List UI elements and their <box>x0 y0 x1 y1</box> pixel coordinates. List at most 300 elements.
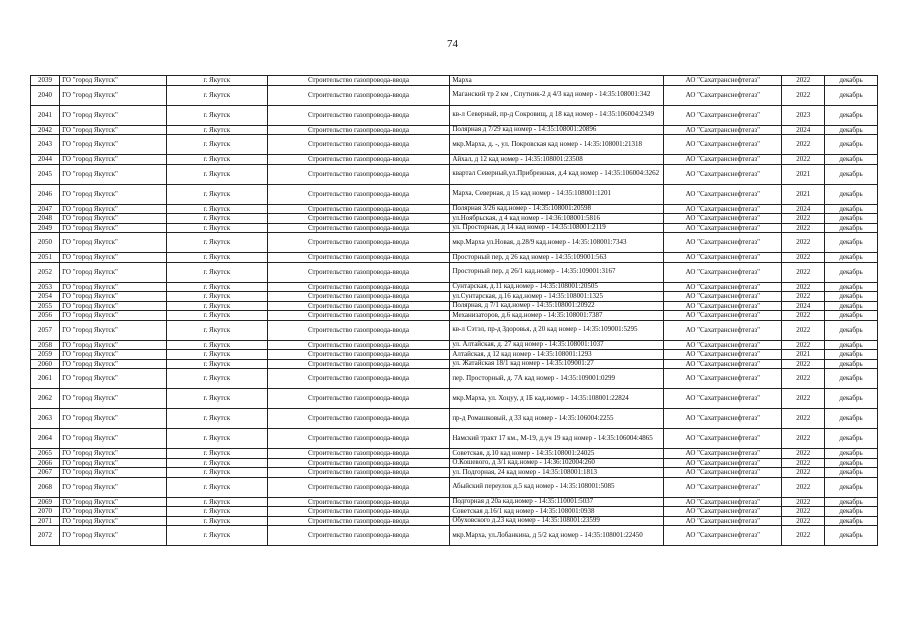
table-body <box>31 76 878 546</box>
organization-cell: АО "Сахатранснефтегаз" <box>664 85 782 105</box>
year-cell: 2021 <box>782 164 825 184</box>
table-row <box>31 125 878 135</box>
year-cell: 2022 <box>782 155 825 165</box>
year-cell: 2024 <box>782 204 825 214</box>
row-number-cell: 2062 <box>31 389 60 409</box>
municipality-cell: ГО "город Якутск" <box>60 409 167 429</box>
address-cell: кв-л Сэтэл, пр-д Здоровья, д 20 кад номер - 14:35:109001:5295 <box>450 320 664 340</box>
organization-cell: АО "Сахатранснефтегаз" <box>664 449 782 459</box>
year-cell: 2022 <box>782 85 825 105</box>
row-number-cell: 2039 <box>31 76 60 86</box>
address-cell: мкр.Марха, д. -, ул. Покровская кад номер - 14:35:108001:21318 <box>450 135 664 155</box>
row-number-cell: 2050 <box>31 233 60 253</box>
locality-cell: г. Якутск <box>166 233 267 253</box>
month-cell: декабрь <box>825 301 878 311</box>
row-number-cell: 2058 <box>31 340 60 350</box>
address-cell: Просторный пер, д 26/1 кад.номер - 14:35:109001:3167 <box>450 262 664 282</box>
organization-cell: АО "Сахатранснефтегаз" <box>664 516 782 526</box>
table-row <box>31 429 878 449</box>
organization-cell: АО "Сахатранснефтегаз" <box>664 429 782 449</box>
work-type-cell: Строительство газопровода-ввода <box>267 468 450 478</box>
month-cell: декабрь <box>825 449 878 459</box>
work-type-cell: Строительство газопровода-ввода <box>267 311 450 321</box>
municipality-cell: ГО "город Якутск" <box>60 449 167 459</box>
table-row <box>31 369 878 389</box>
address-cell: квартал Северный,ул.Прибрежная, д.4 кад номер - 14:35:106004:3262 <box>450 164 664 184</box>
address-cell: пер. Просторный, д. 7А кад номер - 14:35:109001:0299 <box>450 369 664 389</box>
year-cell: 2022 <box>782 311 825 321</box>
table-row <box>31 507 878 517</box>
locality-cell: г. Якутск <box>166 135 267 155</box>
work-type-cell: Строительство газопровода-ввода <box>267 516 450 526</box>
organization-cell: АО "Сахатранснефтегаз" <box>664 497 782 507</box>
organization-cell: АО "Сахатранснефтегаз" <box>664 164 782 184</box>
row-number-cell: 2060 <box>31 359 60 369</box>
organization-cell: АО "Сахатранснефтегаз" <box>664 292 782 302</box>
row-number-cell: 2068 <box>31 477 60 497</box>
municipality-cell: ГО "город Якутск" <box>60 340 167 350</box>
address-cell: Полярная 3/26 кад.номер - 14:35:108001:20598 <box>450 204 664 214</box>
month-cell: декабрь <box>825 125 878 135</box>
work-type-cell: Строительство газопровода-ввода <box>267 204 450 214</box>
row-number-cell: 2065 <box>31 449 60 459</box>
table-row <box>31 526 878 546</box>
locality-cell: г. Якутск <box>166 458 267 468</box>
work-type-cell: Строительство газопровода-ввода <box>267 320 450 340</box>
table-row <box>31 350 878 360</box>
work-type-cell: Строительство газопровода-ввода <box>267 340 450 350</box>
month-cell: декабрь <box>825 76 878 86</box>
municipality-cell: ГО "город Якутск" <box>60 214 167 224</box>
work-type-cell: Строительство газопровода-ввода <box>267 282 450 292</box>
address-cell: Айхал, д 12 кад номер - 14:35:108001:23508 <box>450 155 664 165</box>
address-cell: ул. Алтайская, д. 27 кад номер - 14:35:108001:1037 <box>450 340 664 350</box>
month-cell: декабрь <box>825 389 878 409</box>
work-type-cell: Строительство газопровода-ввода <box>267 262 450 282</box>
address-cell: Советская, д.10 кад номер - 14:35:108001:24025 <box>450 449 664 459</box>
registry-table <box>30 75 878 546</box>
municipality-cell: ГО "город Якутск" <box>60 164 167 184</box>
month-cell: декабрь <box>825 155 878 165</box>
work-type-cell: Строительство газопровода-ввода <box>267 497 450 507</box>
work-type-cell: Строительство газопровода-ввода <box>267 164 450 184</box>
organization-cell: АО "Сахатранснефтегаз" <box>664 320 782 340</box>
organization-cell: АО "Сахатранснефтегаз" <box>664 468 782 478</box>
month-cell: декабрь <box>825 369 878 389</box>
locality-cell: г. Якутск <box>166 282 267 292</box>
table-row <box>31 301 878 311</box>
month-cell: декабрь <box>825 497 878 507</box>
month-cell: декабрь <box>825 282 878 292</box>
month-cell: декабрь <box>825 184 878 204</box>
row-number-cell: 2053 <box>31 282 60 292</box>
work-type-cell: Строительство газопровода-ввода <box>267 389 450 409</box>
locality-cell: г. Якутск <box>166 85 267 105</box>
locality-cell: г. Якутск <box>166 155 267 165</box>
month-cell: декабрь <box>825 292 878 302</box>
municipality-cell: ГО "город Якутск" <box>60 204 167 214</box>
work-type-cell: Строительство газопровода-ввода <box>267 105 450 125</box>
address-cell: Марха, Северная, д 15 кад номер - 14:35:108001:1201 <box>450 184 664 204</box>
row-number-cell: 2067 <box>31 468 60 478</box>
year-cell: 2022 <box>782 214 825 224</box>
table-row <box>31 282 878 292</box>
locality-cell: г. Якутск <box>166 262 267 282</box>
municipality-cell: ГО "город Якутск" <box>60 516 167 526</box>
municipality-cell: ГО "город Якутск" <box>60 526 167 546</box>
organization-cell: АО "Сахатранснефтегаз" <box>664 204 782 214</box>
work-type-cell: Строительство газопровода-ввода <box>267 301 450 311</box>
month-cell: декабрь <box>825 204 878 214</box>
year-cell: 2022 <box>782 359 825 369</box>
work-type-cell: Строительство газопровода-ввода <box>267 409 450 429</box>
year-cell: 2022 <box>782 223 825 233</box>
year-cell: 2022 <box>782 526 825 546</box>
year-cell: 2022 <box>782 76 825 86</box>
work-type-cell: Строительство газопровода-ввода <box>267 76 450 86</box>
locality-cell: г. Якутск <box>166 526 267 546</box>
organization-cell: АО "Сахатранснефтегаз" <box>664 301 782 311</box>
address-cell: Просторный пер, д 26 кад номер - 14:35:109001:563 <box>450 253 664 263</box>
municipality-cell: ГО "город Якутск" <box>60 253 167 263</box>
address-cell: Алтайская, д 12 кад номер - 14:35:108001:1293 <box>450 350 664 360</box>
organization-cell: АО "Сахатранснефтегаз" <box>664 125 782 135</box>
address-cell: Сунтарская, д.11 кад.номер - 14:35:108001:20505 <box>450 282 664 292</box>
locality-cell: г. Якутск <box>166 311 267 321</box>
year-cell: 2022 <box>782 497 825 507</box>
address-cell: кв-л Северный, пр-д Сокровищ, д 18 кад номер - 14:35:106004:2349 <box>450 105 664 125</box>
table-row <box>31 458 878 468</box>
table-row <box>31 76 878 86</box>
table-row <box>31 320 878 340</box>
municipality-cell: ГО "город Якутск" <box>60 85 167 105</box>
locality-cell: г. Якутск <box>166 429 267 449</box>
table-row <box>31 389 878 409</box>
locality-cell: г. Якутск <box>166 223 267 233</box>
year-cell: 2021 <box>782 184 825 204</box>
work-type-cell: Строительство газопровода-ввода <box>267 233 450 253</box>
organization-cell: АО "Сахатранснефтегаз" <box>664 409 782 429</box>
year-cell: 2024 <box>782 301 825 311</box>
address-cell: Мархa <box>450 76 664 86</box>
table-row <box>31 477 878 497</box>
row-number-cell: 2059 <box>31 350 60 360</box>
organization-cell: АО "Сахатранснефтегаз" <box>664 340 782 350</box>
table-row <box>31 204 878 214</box>
locality-cell: г. Якутск <box>166 301 267 311</box>
municipality-cell: ГО "город Якутск" <box>60 468 167 478</box>
work-type-cell: Строительство газопровода-ввода <box>267 155 450 165</box>
month-cell: декабрь <box>825 468 878 478</box>
locality-cell: г. Якутск <box>166 516 267 526</box>
locality-cell: г. Якутск <box>166 389 267 409</box>
table-row <box>31 223 878 233</box>
locality-cell: г. Якутск <box>166 507 267 517</box>
year-cell: 2022 <box>782 468 825 478</box>
locality-cell: г. Якутск <box>166 105 267 125</box>
table-row <box>31 409 878 429</box>
table-row <box>31 449 878 459</box>
work-type-cell: Строительство газопровода-ввода <box>267 214 450 224</box>
organization-cell: АО "Сахатранснефтегаз" <box>664 105 782 125</box>
locality-cell: г. Якутск <box>166 350 267 360</box>
table-row <box>31 155 878 165</box>
organization-cell: АО "Сахатранснефтегаз" <box>664 253 782 263</box>
address-cell: Подгорная д 20а кад.номер - 14:35:110001:5037 <box>450 497 664 507</box>
month-cell: декабрь <box>825 262 878 282</box>
year-cell: 2022 <box>782 449 825 459</box>
organization-cell: АО "Сахатранснефтегаз" <box>664 262 782 282</box>
address-cell: Обуховского д.23 кад номер - 14:35:108001:23599 <box>450 516 664 526</box>
organization-cell: АО "Сахатранснефтегаз" <box>664 359 782 369</box>
address-cell: ул. Жатайская 18/1 кад номер - 14:35:109001:27 <box>450 359 664 369</box>
month-cell: декабрь <box>825 516 878 526</box>
table-row <box>31 164 878 184</box>
work-type-cell: Строительство газопровода-ввода <box>267 369 450 389</box>
year-cell: 2022 <box>782 369 825 389</box>
municipality-cell: ГО "город Якутск" <box>60 359 167 369</box>
month-cell: декабрь <box>825 359 878 369</box>
row-number-cell: 2066 <box>31 458 60 468</box>
work-type-cell: Строительство газопровода-ввода <box>267 184 450 204</box>
table-row <box>31 85 878 105</box>
month-cell: декабрь <box>825 105 878 125</box>
municipality-cell: ГО "город Якутск" <box>60 135 167 155</box>
locality-cell: г. Якутск <box>166 369 267 389</box>
row-number-cell: 2044 <box>31 155 60 165</box>
address-cell: Советская д.16/1 кад номер - 14:35:108001:0938 <box>450 507 664 517</box>
year-cell: 2023 <box>782 105 825 125</box>
month-cell: декабрь <box>825 477 878 497</box>
organization-cell: АО "Сахатранснефтегаз" <box>664 477 782 497</box>
year-cell: 2021 <box>782 350 825 360</box>
year-cell: 2022 <box>782 320 825 340</box>
locality-cell: г. Якутск <box>166 340 267 350</box>
month-cell: декабрь <box>825 135 878 155</box>
municipality-cell: ГО "город Якутск" <box>60 429 167 449</box>
table-row <box>31 214 878 224</box>
address-cell: мкр.Марха ул.Новая, д.28/9 кад.номер - 14:35:108001:7343 <box>450 233 664 253</box>
work-type-cell: Строительство газопровода-ввода <box>267 223 450 233</box>
organization-cell: АО "Сахатранснефтегаз" <box>664 526 782 546</box>
organization-cell: АО "Сахатранснефтегаз" <box>664 458 782 468</box>
row-number-cell: 2064 <box>31 429 60 449</box>
row-number-cell: 2042 <box>31 125 60 135</box>
page-number: 74 <box>447 38 458 50</box>
organization-cell: АО "Сахатранснефтегаз" <box>664 389 782 409</box>
organization-cell: АО "Сахатранснефтегаз" <box>664 369 782 389</box>
municipality-cell: ГО "город Якутск" <box>60 369 167 389</box>
locality-cell: г. Якутск <box>166 184 267 204</box>
row-number-cell: 2048 <box>31 214 60 224</box>
work-type-cell: Строительство газопровода-ввода <box>267 135 450 155</box>
table-row <box>31 468 878 478</box>
locality-cell: г. Якутск <box>166 468 267 478</box>
work-type-cell: Строительство газопровода-ввода <box>267 85 450 105</box>
work-type-cell: Строительство газопровода-ввода <box>267 253 450 263</box>
month-cell: декабрь <box>825 85 878 105</box>
work-type-cell: Строительство газопровода-ввода <box>267 449 450 459</box>
locality-cell: г. Якутск <box>166 409 267 429</box>
address-cell: пр-д Ромашковый, д 33 кад номер - 14:35:106004:2255 <box>450 409 664 429</box>
table-row <box>31 359 878 369</box>
municipality-cell: ГО "город Якутск" <box>60 125 167 135</box>
table-row <box>31 105 878 125</box>
organization-cell: АО "Сахатранснефтегаз" <box>664 223 782 233</box>
month-cell: декабрь <box>825 214 878 224</box>
year-cell: 2022 <box>782 292 825 302</box>
locality-cell: г. Якутск <box>166 76 267 86</box>
organization-cell: АО "Сахатранснефтегаз" <box>664 214 782 224</box>
year-cell: 2022 <box>782 516 825 526</box>
organization-cell: АО "Сахатранснефтегаз" <box>664 507 782 517</box>
row-number-cell: 2072 <box>31 526 60 546</box>
work-type-cell: Строительство газопровода-ввода <box>267 359 450 369</box>
municipality-cell: ГО "город Якутск" <box>60 233 167 253</box>
month-cell: декабрь <box>825 409 878 429</box>
municipality-cell: ГО "город Якутск" <box>60 458 167 468</box>
organization-cell: АО "Сахатранснефтегаз" <box>664 76 782 86</box>
table-row <box>31 262 878 282</box>
month-cell: декабрь <box>825 253 878 263</box>
month-cell: декабрь <box>825 507 878 517</box>
work-type-cell: Строительство газопровода-ввода <box>267 429 450 449</box>
month-cell: декабрь <box>825 223 878 233</box>
table-row <box>31 292 878 302</box>
work-type-cell: Строительство газопровода-ввода <box>267 507 450 517</box>
work-type-cell: Строительство газопровода-ввода <box>267 292 450 302</box>
municipality-cell: ГО "город Якутск" <box>60 507 167 517</box>
municipality-cell: ГО "город Якутск" <box>60 292 167 302</box>
address-cell: Абыйский переулок д.5 кад номер - 14:35:108001:5085 <box>450 477 664 497</box>
locality-cell: г. Якутск <box>166 164 267 184</box>
row-number-cell: 2040 <box>31 85 60 105</box>
locality-cell: г. Якутск <box>166 359 267 369</box>
month-cell: декабрь <box>825 458 878 468</box>
month-cell: декабрь <box>825 233 878 253</box>
month-cell: декабрь <box>825 429 878 449</box>
organization-cell: АО "Сахатранснефтегаз" <box>664 233 782 253</box>
municipality-cell: ГО "город Якутск" <box>60 262 167 282</box>
row-number-cell: 2071 <box>31 516 60 526</box>
address-cell: Намский тракт 17 км., М-19, д.уч 19 кад номер - 14:35:106004:4865 <box>450 429 664 449</box>
work-type-cell: Строительство газопровода-ввода <box>267 477 450 497</box>
work-type-cell: Строительство газопровода-ввода <box>267 350 450 360</box>
organization-cell: АО "Сахатранснефтегаз" <box>664 155 782 165</box>
locality-cell: г. Якутск <box>166 214 267 224</box>
municipality-cell: ГО "город Якутск" <box>60 320 167 340</box>
municipality-cell: ГО "город Якутск" <box>60 282 167 292</box>
work-type-cell: Строительство газопровода-ввода <box>267 125 450 135</box>
month-cell: декабрь <box>825 350 878 360</box>
locality-cell: г. Якутск <box>166 204 267 214</box>
locality-cell: г. Якутск <box>166 320 267 340</box>
row-number-cell: 2054 <box>31 292 60 302</box>
row-number-cell: 2061 <box>31 369 60 389</box>
year-cell: 2022 <box>782 135 825 155</box>
month-cell: декабрь <box>825 340 878 350</box>
year-cell: 2022 <box>782 233 825 253</box>
year-cell: 2022 <box>782 389 825 409</box>
table-row <box>31 184 878 204</box>
address-cell: мкр.Марха, ул. Хоцуу, д 1Б кад.номер - 14:35:108001:22824 <box>450 389 664 409</box>
month-cell: декабрь <box>825 320 878 340</box>
address-cell: мкр.Марха, ул.Лобанкина, д 5/2 кад номер - 14:35:108001:22450 <box>450 526 664 546</box>
month-cell: декабрь <box>825 526 878 546</box>
organization-cell: АО "Сахатранснефтегаз" <box>664 135 782 155</box>
municipality-cell: ГО "город Якутск" <box>60 497 167 507</box>
year-cell: 2022 <box>782 409 825 429</box>
locality-cell: г. Якутск <box>166 477 267 497</box>
year-cell: 2022 <box>782 458 825 468</box>
municipality-cell: ГО "город Якутск" <box>60 184 167 204</box>
row-number-cell: 2063 <box>31 409 60 429</box>
row-number-cell: 2057 <box>31 320 60 340</box>
year-cell: 2022 <box>782 253 825 263</box>
month-cell: декабрь <box>825 311 878 321</box>
municipality-cell: ГО "город Якутск" <box>60 76 167 86</box>
row-number-cell: 2047 <box>31 204 60 214</box>
row-number-cell: 2045 <box>31 164 60 184</box>
address-cell: Механизаторов, д.6 кад.номер - 14:35:108001:7387 <box>450 311 664 321</box>
row-number-cell: 2043 <box>31 135 60 155</box>
address-cell: Маганский тр 2 км , Спутник-2 д 4/3 кад номер - 14:35:108001:342 <box>450 85 664 105</box>
row-number-cell: 2046 <box>31 184 60 204</box>
organization-cell: АО "Сахатранснефтегаз" <box>664 184 782 204</box>
row-number-cell: 2069 <box>31 497 60 507</box>
table-row <box>31 497 878 507</box>
year-cell: 2022 <box>782 429 825 449</box>
table-row <box>31 516 878 526</box>
address-cell: ул.Ноябрьская, д 4 кад номер - 14:36:108001:5816 <box>450 214 664 224</box>
address-cell: ул. Подгорная, 24 кад номер - 14:35:108001:1813 <box>450 468 664 478</box>
year-cell: 2022 <box>782 507 825 517</box>
table-row <box>31 233 878 253</box>
row-number-cell: 2055 <box>31 301 60 311</box>
row-number-cell: 2070 <box>31 507 60 517</box>
municipality-cell: ГО "город Якутск" <box>60 155 167 165</box>
row-number-cell: 2052 <box>31 262 60 282</box>
work-type-cell: Строительство газопровода-ввода <box>267 526 450 546</box>
work-type-cell: Строительство газопровода-ввода <box>267 458 450 468</box>
municipality-cell: ГО "город Якутск" <box>60 389 167 409</box>
address-cell: Полярная, д 7/1 кад.номер - 14:35:108001:20922 <box>450 301 664 311</box>
municipality-cell: ГО "город Якутск" <box>60 477 167 497</box>
address-cell: ул.Сунтарская, д.16 кад.номер - 14:35:108001:1325 <box>450 292 664 302</box>
year-cell: 2022 <box>782 282 825 292</box>
address-cell: Полярная д 7/29 кад номер - 14:35:108001:20896 <box>450 125 664 135</box>
locality-cell: г. Якутск <box>166 253 267 263</box>
table-row <box>31 311 878 321</box>
row-number-cell: 2049 <box>31 223 60 233</box>
locality-cell: г. Якутск <box>166 497 267 507</box>
municipality-cell: ГО "город Якутск" <box>60 311 167 321</box>
locality-cell: г. Якутск <box>166 292 267 302</box>
row-number-cell: 2041 <box>31 105 60 125</box>
year-cell: 2022 <box>782 340 825 350</box>
locality-cell: г. Якутск <box>166 449 267 459</box>
year-cell: 2022 <box>782 262 825 282</box>
row-number-cell: 2056 <box>31 311 60 321</box>
year-cell: 2024 <box>782 125 825 135</box>
month-cell: декабрь <box>825 164 878 184</box>
organization-cell: АО "Сахатранснефтегаз" <box>664 311 782 321</box>
row-number-cell: 2051 <box>31 253 60 263</box>
address-cell: ул. Просторная, д 14 кад номер - 14:35:108001:2119 <box>450 223 664 233</box>
municipality-cell: ГО "город Якутск" <box>60 301 167 311</box>
table-row <box>31 340 878 350</box>
table-row <box>31 135 878 155</box>
